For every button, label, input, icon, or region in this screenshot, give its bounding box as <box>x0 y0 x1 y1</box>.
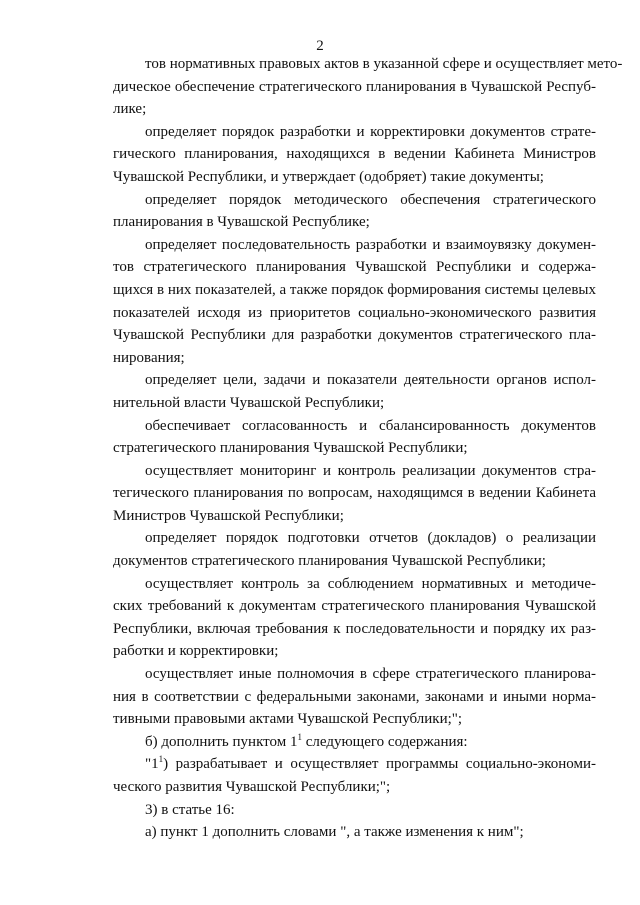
line-text: нирования; <box>113 349 185 366</box>
paragraph <box>113 121 596 189</box>
line-text: определяет порядок подготовки отчетов (докладов) о реализации <box>145 530 596 547</box>
text-line <box>113 663 596 686</box>
paragraph <box>113 527 596 572</box>
paragraph <box>113 663 596 731</box>
line-text: определяет цели, задачи и показатели деятельности органов испол- <box>145 372 596 389</box>
page-number: 2 <box>316 38 324 54</box>
line-text: планирования в Чувашской Республике; <box>113 214 370 231</box>
paragraph <box>113 753 596 798</box>
line-text: Министров Чувашской Республики; <box>113 507 344 524</box>
text-line <box>113 234 596 257</box>
line-text: работки и корректировки; <box>113 643 279 660</box>
text-line <box>113 437 596 460</box>
paragraph <box>113 415 596 460</box>
paragraph <box>113 189 596 234</box>
line-text: ческого развития Чувашской Республики;"; <box>113 779 391 795</box>
line-text: тов стратегического планирования Чувашской Республики и содержа- <box>113 259 596 276</box>
line-text: 3) в статье 16: <box>145 801 235 818</box>
text-line <box>113 686 596 709</box>
line-text: лике; <box>113 101 147 118</box>
paragraph <box>113 821 596 844</box>
text-line <box>113 347 596 370</box>
paragraph <box>113 460 596 528</box>
line-text: определяет последовательность разработки и взаимоувязку докумен- <box>145 236 596 253</box>
line-text: тивными правовыми актами Чувашской Республики;"; <box>113 711 463 728</box>
text-line <box>113 53 623 76</box>
text-line <box>113 143 596 166</box>
text-line <box>113 550 596 573</box>
line-text: ния в соответствии с федеральными законами, законами и иными норма- <box>113 688 596 705</box>
text-line <box>113 482 596 505</box>
paragraph <box>113 53 623 121</box>
line-text: а) пункт 1 дополнить словами ", а также изменения к ним"; <box>145 824 524 841</box>
line-text: показателей исходя из приоритетов социально-экономического развития <box>113 304 596 321</box>
line-text-continued: следующего содержания: <box>301 733 468 750</box>
line-text: осуществляет контроль за соблюдением нормативных и методиче- <box>145 575 596 592</box>
text-line <box>113 279 596 302</box>
text-line <box>113 573 596 596</box>
line-text: тов нормативных правовых актов в указанной сфере и осуществляет мето- <box>145 56 623 72</box>
paragraph <box>113 369 596 414</box>
text-line <box>113 595 596 618</box>
text-line <box>113 731 596 754</box>
line-text: дическое обеспечение стратегического планирования в Чувашской Респуб- <box>113 78 596 95</box>
text-line <box>113 505 596 528</box>
line-text: осуществляет иные полномочия в сфере стратегического планирова- <box>145 666 596 683</box>
text-line <box>113 324 596 347</box>
text-line <box>113 776 596 799</box>
text-line <box>113 821 596 844</box>
text-line <box>113 415 596 438</box>
line-text: обеспечивает согласованность и сбалансированность документов <box>145 417 596 434</box>
text-line <box>113 369 596 392</box>
text-line <box>113 527 596 550</box>
paragraph <box>113 799 596 822</box>
line-text: определяет порядок разработки и корректировки документов страте- <box>145 123 596 140</box>
line-text: гического планирования, находящихся в ведении Кабинета Министров <box>113 146 596 163</box>
line-text: б) дополнить пунктом 1 <box>145 733 298 750</box>
line-text-continued: ) разрабатывает и осуществляет программы социально-экономи- <box>163 756 596 773</box>
text-line <box>113 189 596 212</box>
text-line <box>113 256 596 279</box>
superscript: 1 <box>158 754 164 765</box>
text-line <box>113 302 596 325</box>
text-line <box>113 640 596 663</box>
line-text: Чувашской Республики для разработки документов стратегического пла- <box>113 327 596 344</box>
line-text: ских требований к документам стратегического планирования Чувашской <box>113 598 596 615</box>
text-line <box>113 98 596 121</box>
line-text: "1 <box>145 756 159 773</box>
line-text: тегического планирования по вопросам, находящимся в ведении Кабинета <box>113 485 596 502</box>
text-line <box>113 121 596 144</box>
line-text: щихся в них показателей, а также порядок формирования системы целевых <box>113 281 596 298</box>
document-body <box>113 53 623 844</box>
paragraph <box>113 234 596 370</box>
line-text: Чувашской Республики, и утверждает (одобряет) такие документы; <box>113 168 544 185</box>
superscript: 1 <box>297 731 302 742</box>
paragraph <box>113 573 596 663</box>
text-line <box>113 211 596 234</box>
text-line <box>113 799 596 822</box>
paragraph <box>113 731 596 754</box>
text-line <box>113 753 596 776</box>
line-text: Республики, включая требования к последовательности и порядку их раз- <box>113 620 596 637</box>
line-text: нительной власти Чувашской Республики; <box>113 394 385 411</box>
text-line <box>113 392 596 415</box>
line-text: документов стратегического планирования Чувашской Республики; <box>113 553 546 570</box>
text-line <box>113 618 596 641</box>
line-text: определяет порядок методического обеспечения стратегического <box>145 191 596 208</box>
line-text: стратегического планирования Чувашской Республики; <box>113 440 468 457</box>
text-line <box>113 460 596 483</box>
text-line <box>113 166 596 189</box>
text-line <box>113 708 596 731</box>
text-line <box>113 76 596 99</box>
line-text: осуществляет мониторинг и контроль реализации документов стра- <box>145 462 596 479</box>
